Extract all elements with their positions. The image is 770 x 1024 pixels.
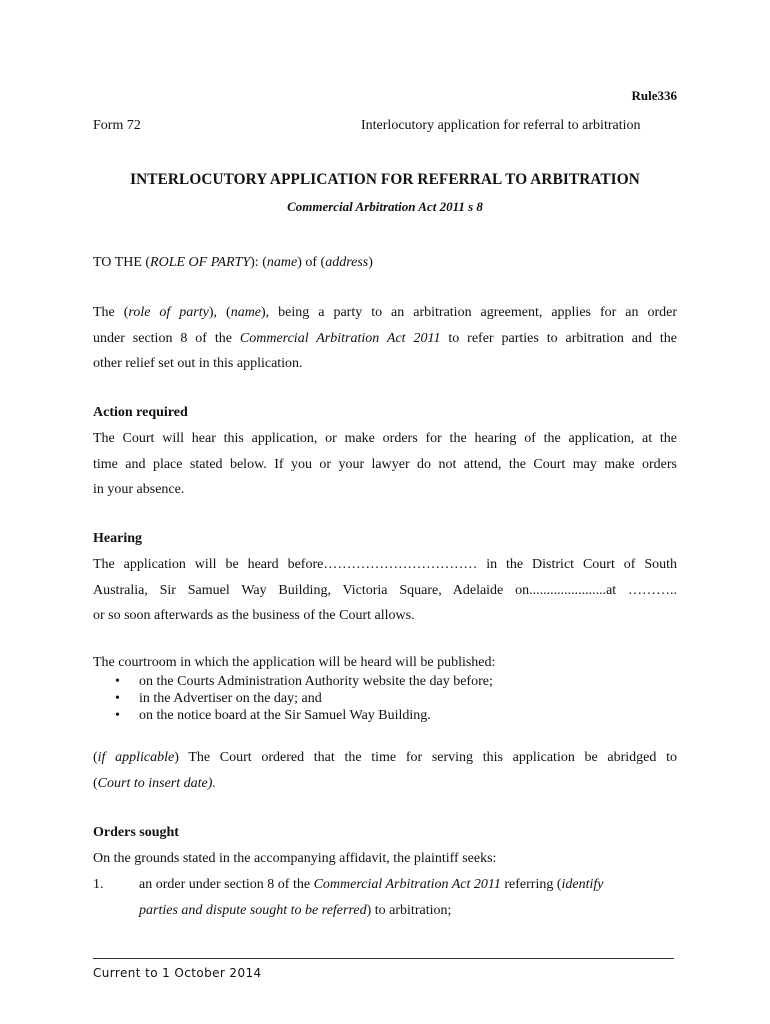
rule-number: Rule336 (631, 88, 677, 103)
list-item: • on the Courts Administration Authority website the day before; (115, 674, 493, 689)
role-placeholder: ROLE OF PARTY (150, 255, 251, 270)
name-placeholder: name (266, 255, 298, 270)
order-number: 1. (93, 877, 104, 892)
bullet-icon: • (115, 691, 120, 706)
abridged-paragraph: (if applicable) The Court ordered that the time for serving this application be abridged to (Court to insert date). (93, 750, 677, 791)
action-required-paragraph: The Court will hear this application, or make orders for the hearing of the application, at the time and place stated below. If you or your lawyer do not attend, the Court may make orders in your absence. (93, 431, 677, 497)
addressee-line: TO THE (ROLE OF PARTY): (name) of (address) (93, 255, 373, 270)
footer-currency: Current to 1 October 2014 (93, 966, 262, 980)
form-header (93, 118, 670, 134)
intro-paragraph: The (role of party), (name), being a party to an arbitration agreement, applies for an order under section 8 of the Commercial Arbitration Act 2011 to refer parties to arbitration and the other relief set out in this application. (93, 305, 678, 371)
bullet-icon: • (115, 674, 120, 689)
footer-divider (93, 958, 674, 959)
bullet-icon: • (115, 708, 120, 723)
action-required-heading: Action required (93, 405, 188, 420)
act-reference: Commercial Arbitration Act 2011 s 8 (287, 199, 483, 214)
hearing-heading: Hearing (93, 531, 142, 546)
courtroom-intro: The courtroom in which the application will be heard will be published: (93, 655, 496, 670)
orders-intro: On the grounds stated in the accompanying affidavit, the plaintiff seeks: (93, 851, 497, 866)
form-number: Form 72 (93, 118, 141, 133)
list-item: • on the notice board at the Sir Samuel Way Building. (115, 708, 431, 723)
hearing-paragraph: The application will be heard before…………………………… in the District Court of South Australia, Sir Samuel Way Building, Victoria Square, Adelaide on......................at ……….. or so soon afterwards as the business of the Court allows. (93, 557, 677, 623)
document-title: INTERLOCUTORY APPLICATION FOR REFERRAL TO ARBITRATION (130, 171, 640, 188)
address-placeholder: address (325, 255, 369, 270)
orders-heading: Orders sought (93, 825, 179, 840)
courtroom-list (93, 673, 677, 724)
order-item: 1. an order under section 8 of the Commercial Arbitration Act 2011 referring (identify parties and dispute sought to be referred) to arbitration; (93, 872, 677, 924)
list-item: • in the Advertiser on the day; and (115, 691, 322, 706)
form-title: Interlocutory application for referral to arbitration (361, 118, 641, 133)
